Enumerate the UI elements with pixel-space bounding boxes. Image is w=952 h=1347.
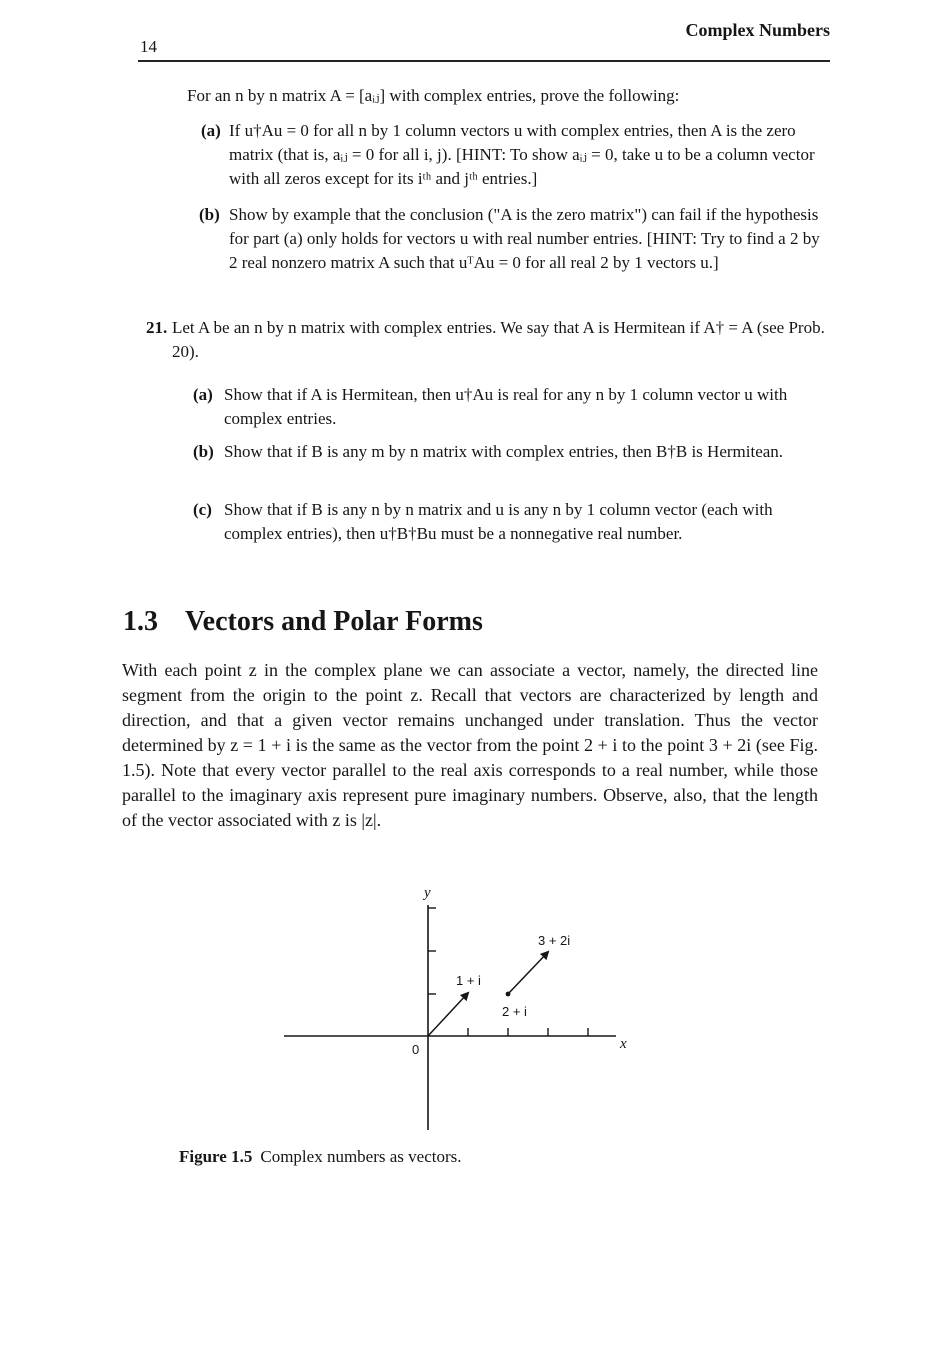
part-label: (c) <box>193 500 212 519</box>
section-title: Vectors and Polar Forms <box>185 606 483 637</box>
part-text: Show by example that the conclusion ("A is the zero matrix") can fail if the hypothesis for part (a) only holds for vectors u with real number entries. [HINT: Try to find a 2 by 2 real nonzero matrix A such that uᵀAu = 0 for all real 2 by 1 vectors u.] <box>229 205 820 272</box>
y-axis-label: y <box>424 885 431 901</box>
caption-label: Figure 1.5 <box>179 1147 253 1166</box>
figure-svg <box>270 875 650 1145</box>
part-text: Show that if B is any n by n matrix and u is any n by 1 column vector (each with complex entries), then u†B†Bu must be a nonnegative real number. <box>224 500 773 543</box>
problem-20-intro: For an n by n matrix A = [aᵢⱼ] with complex entries, prove the following: <box>187 86 680 105</box>
problem-text: Let A be an n by n matrix with complex entries. We say that A is Hermitean if A† = A (see Prob. 20). <box>172 318 825 361</box>
part-label: (b) <box>193 442 214 461</box>
body-paragraph: With each point z in the complex plane we can associate a vector, namely, the directed line segment from the origin to the point z. Recall that vectors are characterized by length and direction, and that a given vector remains unchanged under translation. Thus the vector determined by z = 1 + i is the same as the vector from the point 2 + i to the point 3 + 2i (see Fig. 1.5). Note that every vector parallel to the real axis corresponds to a real number, while those parallel to the imaginary axis represent pure imaginary numbers. Observe, also, that the length of the vector associated with z is |z|. <box>122 660 818 830</box>
problem-21-part-a <box>193 383 823 431</box>
problem-21 <box>146 316 828 364</box>
header-rule <box>138 60 830 62</box>
vector-from-2-plus-i <box>508 952 548 994</box>
section-heading <box>123 606 483 638</box>
section-number: 1.3 <box>123 606 158 637</box>
label-3-plus-2i: 3 + 2i <box>538 933 571 948</box>
part-text: Show that if A is Hermitean, then u†Au is real for any n by 1 column vector u with complex entries. <box>224 385 788 428</box>
origin-label: 0 <box>412 1042 420 1057</box>
caption-text: Complex numbers as vectors. <box>260 1147 462 1166</box>
vector-1-plus-i <box>428 993 468 1036</box>
part-text: Show that if B is any m by n matrix with complex entries, then B†B is Hermitean. <box>224 442 784 461</box>
figure-1-5 <box>270 875 650 1145</box>
problem-21-part-c <box>193 498 823 546</box>
problem-number: 21. <box>146 318 168 337</box>
problem-21-part-b <box>193 440 823 464</box>
part-label: (a) <box>201 121 221 140</box>
page-number: 14 <box>140 37 157 56</box>
part-label: (a) <box>193 385 213 404</box>
figure-caption <box>179 1147 462 1167</box>
problem-20-part-b <box>199 203 827 275</box>
problem-20-part-a <box>201 119 827 191</box>
label-2-plus-i: 2 + i <box>502 1004 527 1019</box>
part-label: (b) <box>199 205 220 224</box>
part-text: If u†Au = 0 for all n by 1 column vectors u with complex entries, then A is the zero matrix (that is, aᵢⱼ = 0 for all i, j). [HINT: To show aᵢⱼ = 0, take u to be a column vector with all zeros except for its iᵗʰ and jᵗʰ entries.] <box>229 121 815 188</box>
running-head: Complex Numbers <box>685 20 830 40</box>
label-1-plus-i: 1 + i <box>456 973 481 988</box>
x-axis-label: x <box>620 1036 627 1052</box>
